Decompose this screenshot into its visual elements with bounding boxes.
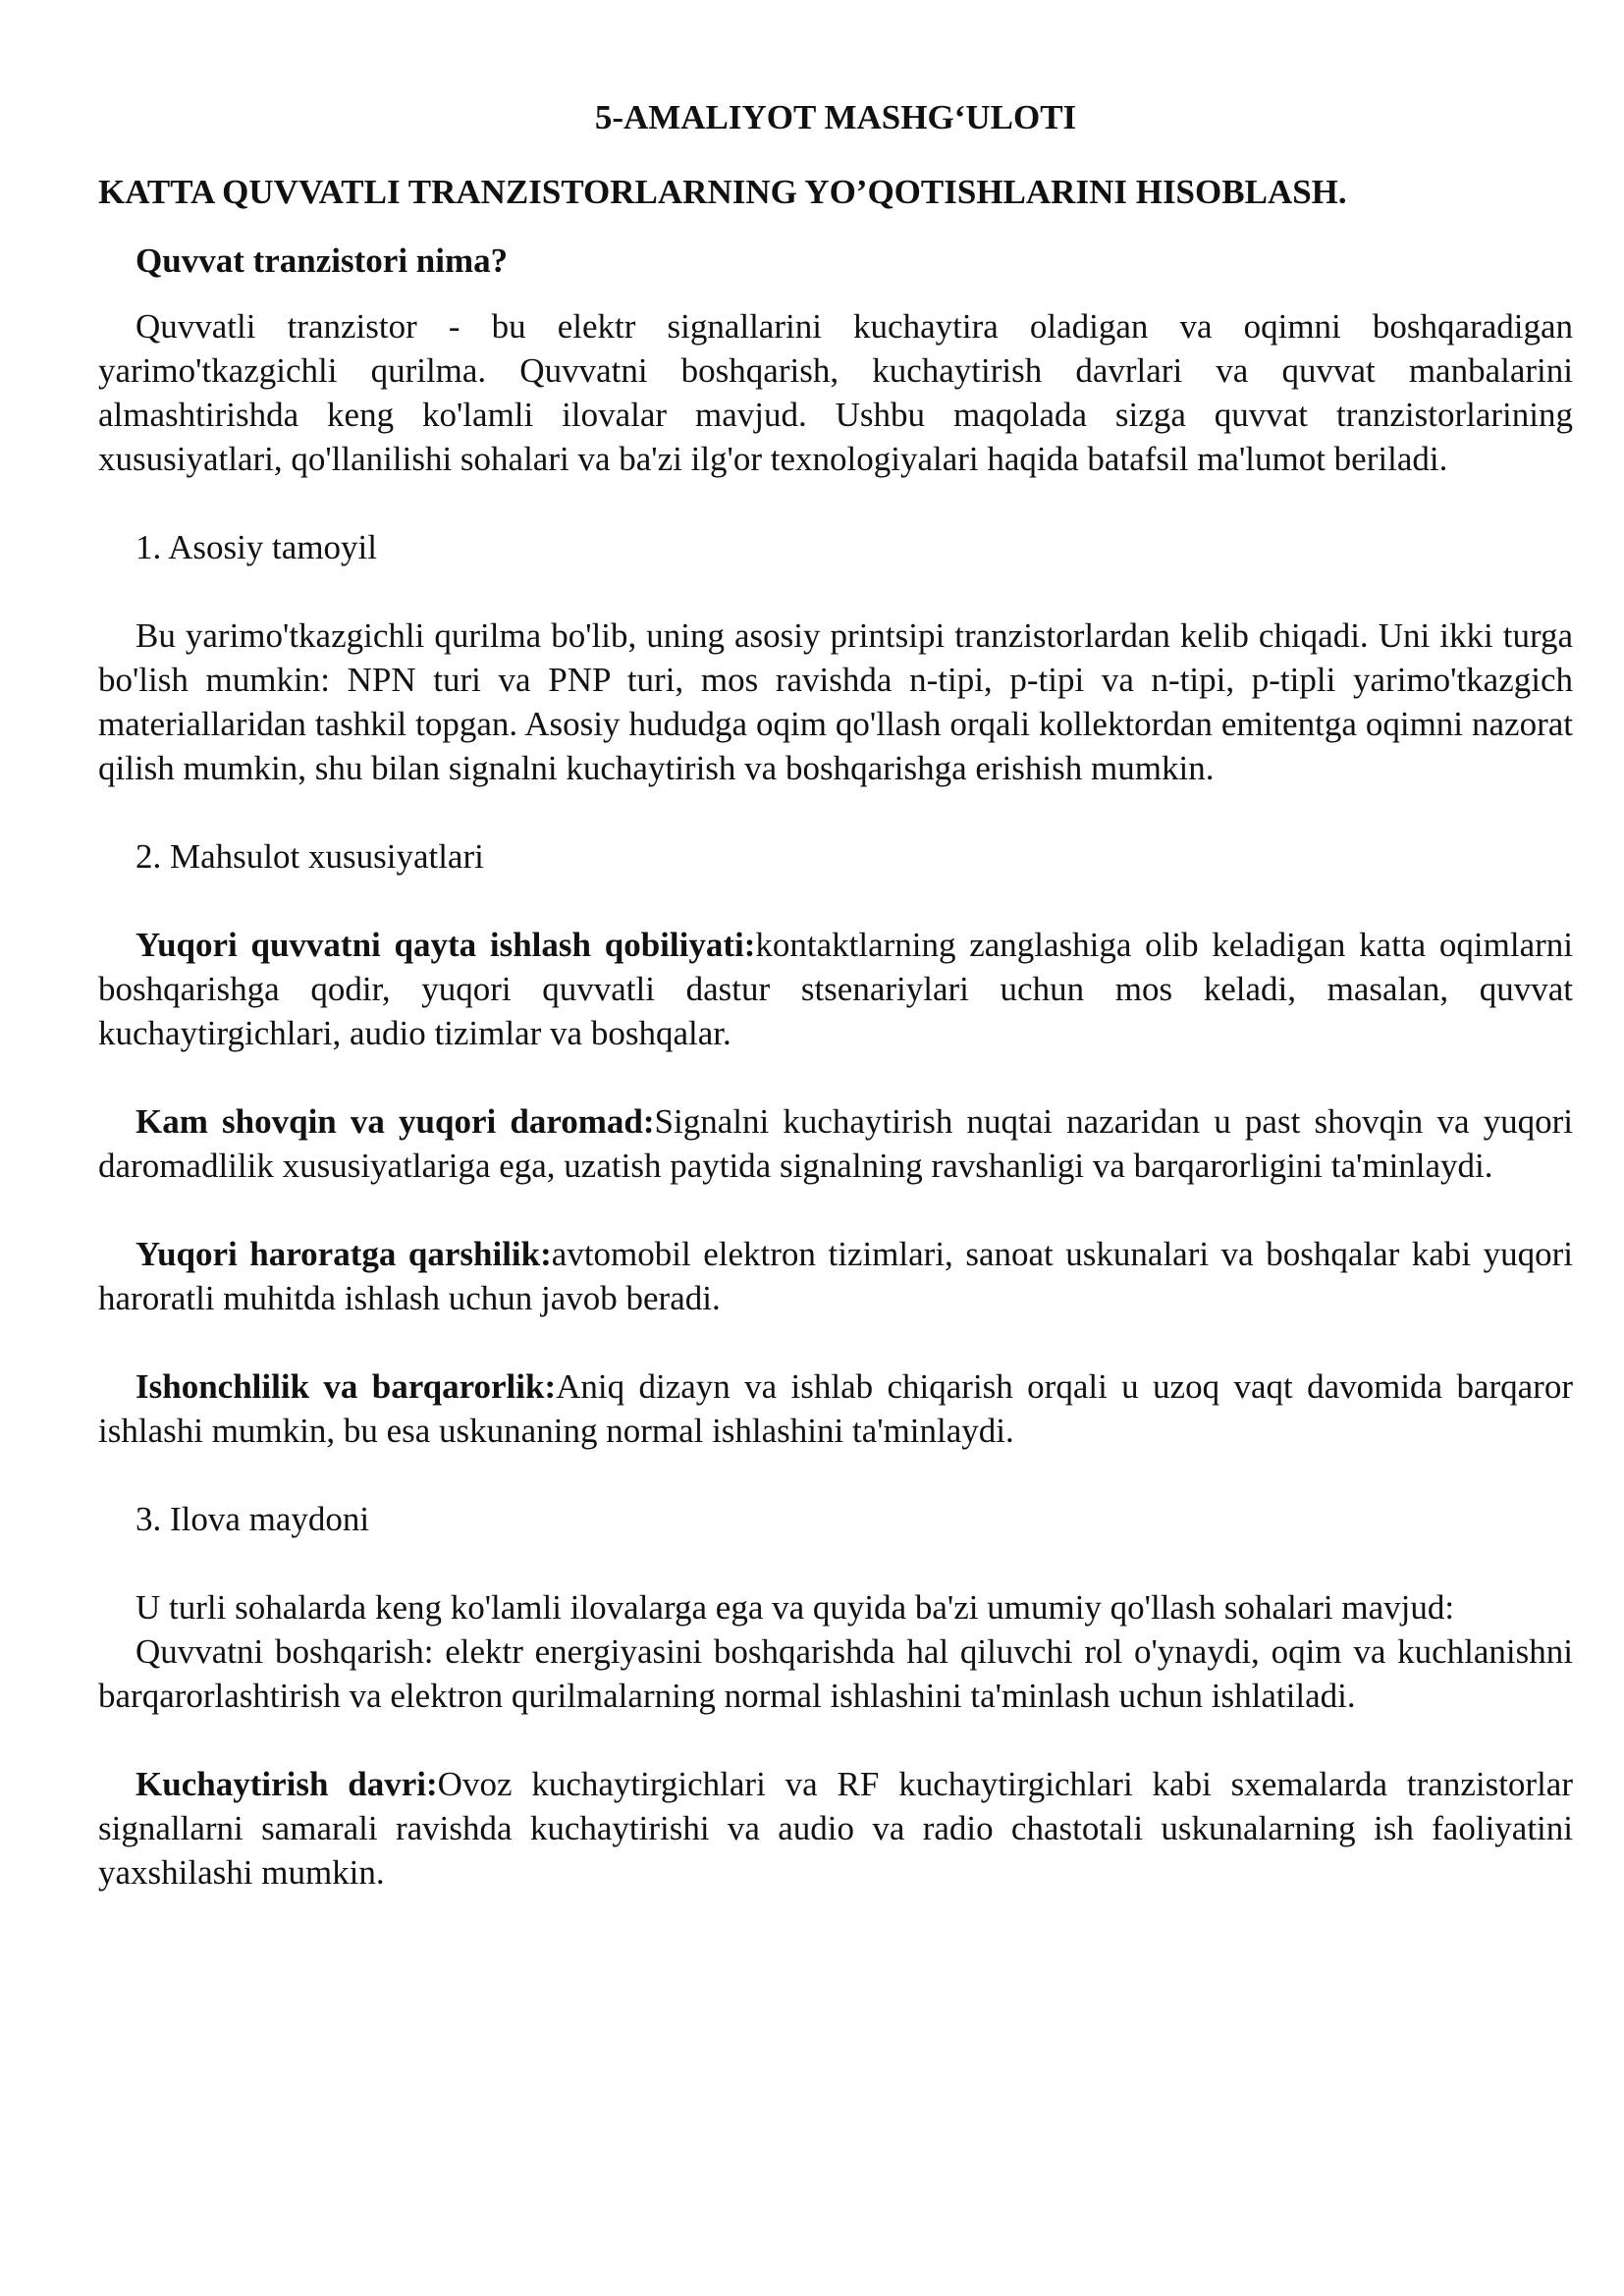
document-title: 5-AMALIYOT MASHG‘ULOTI xyxy=(594,98,1077,136)
intro-paragraph: Quvvatli tranzistor - bu elektr signallarini kuchaytira oladigan va oqimni boshqaradigan yarimo'tkazgichli qurilma. Quvvatni boshqarish, kuchaytirish davrlari va quvvat manbalarini almashtirishda keng ko'lamli ilovalar mavjud. Ushbu maqolada sizga quvvat tranzistorlarining xususiyatlari, qo'llanilishi sohalari va ba'zi ilg'or texnologiyalari haqida batafsil ma'lumot beriladi. xyxy=(98,307,1573,478)
feature-text: Signalni kuchaytirish nuqtai nazaridan u past shovqin va yuqori daromadlilik xususiyatlariga ega, uzatish paytida signalning ravshanligi va barqarorligini ta'minlaydi. xyxy=(98,1102,1573,1185)
document-page xyxy=(98,94,1573,1895)
section1-paragraph: Bu yarimo'tkazgichli qurilma bo'lib, uning asosiy printsipi tranzistorlardan kelib chiqadi. Uni ikki turga bo'lish mumkin: NPN turi va PNP turi, mos ravishda n-tipi, p-tipi va n-tipi, p-tipli yarimo'tkazgich materiallaridan tashkil topgan. Asosiy hududga oqim qo'llash orqali kollektordan emitentga oqimni nazorat qilish mumkin, shu bilan signalni kuchaytirish va boshqarishga erishish mumkin. xyxy=(98,616,1573,787)
feature-text: avtomobil elektron tizimlari, sanoat uskunalari va boshqalar kabi yuqori haroratli muhitda ishlash uchun javob beradi. xyxy=(98,1235,1573,1317)
feature-paragraph xyxy=(98,1232,1573,1320)
section1-heading: 1. Asosiy tamoyil xyxy=(135,528,377,566)
feature-text: kontaktlarning zanglashiga olib keladigan katta oqimlarni boshqarishga qodir, yuqori quvvatli dastur stsenariylari uchun mos keladi, masalan, quvvat kuchaytirgichlari, audio tizimlar va boshqalar. xyxy=(98,926,1574,1052)
amplification-term: Kuchaytirish davri: xyxy=(135,1765,438,1803)
section3-intro: U turli sohalarda keng ko'lamli ilovalarga ega va quyida ba'zi umumiy qo'llash sohalari mavjud: xyxy=(135,1588,1455,1627)
feature-term: Ishonchlilik va barqarorlik: xyxy=(135,1367,557,1406)
section3-power-paragraph: Quvvatni boshqarish: elektr energiyasini boshqarishda hal qiluvchi rol o'ynaydi, oqim va kuchlanishni barqarorlashtirish va elektron qurilmalarning normal ishlashini ta'minlash uchun ishlatiladi. xyxy=(98,1632,1573,1715)
question-heading: Quvvat tranzistori nima? xyxy=(135,241,509,280)
document-subtitle: KATTA QUVVATLI TRANZISTORLARNING YO’QOTISHLARINI HISOBLASH. xyxy=(98,173,1347,211)
section3-heading: 3. Ilova maydoni xyxy=(135,1500,370,1538)
feature-paragraph xyxy=(98,923,1573,1055)
feature-term: Yuqori quvvatni qayta ishlash qobiliyati: xyxy=(135,926,756,964)
feature-term: Kam shovqin va yuqori daromad: xyxy=(135,1102,655,1141)
feature-term: Yuqori haroratga qarshilik: xyxy=(135,1235,552,1273)
feature-text: Aniq dizayn va ishlab chiqarish orqali u uzoq vaqt davomida barqaror ishlashi mumkin, bu esa uskunaning normal ishlashini ta'minlaydi. xyxy=(98,1367,1573,1450)
amplification-paragraph xyxy=(98,1762,1573,1895)
section2-heading: 2. Mahsulot xususiyatlari xyxy=(135,837,484,876)
feature-paragraph xyxy=(98,1364,1573,1453)
feature-paragraph xyxy=(98,1099,1573,1188)
amplification-text: Ovoz kuchaytirgichlari va RF kuchaytirgichlari kabi sxemalarda tranzistorlar signallarni samarali ravishda kuchaytirishi va audio va radio chastotali uskunalarning ish faoliyatini yaxshilashi mumkin. xyxy=(98,1765,1573,1892)
